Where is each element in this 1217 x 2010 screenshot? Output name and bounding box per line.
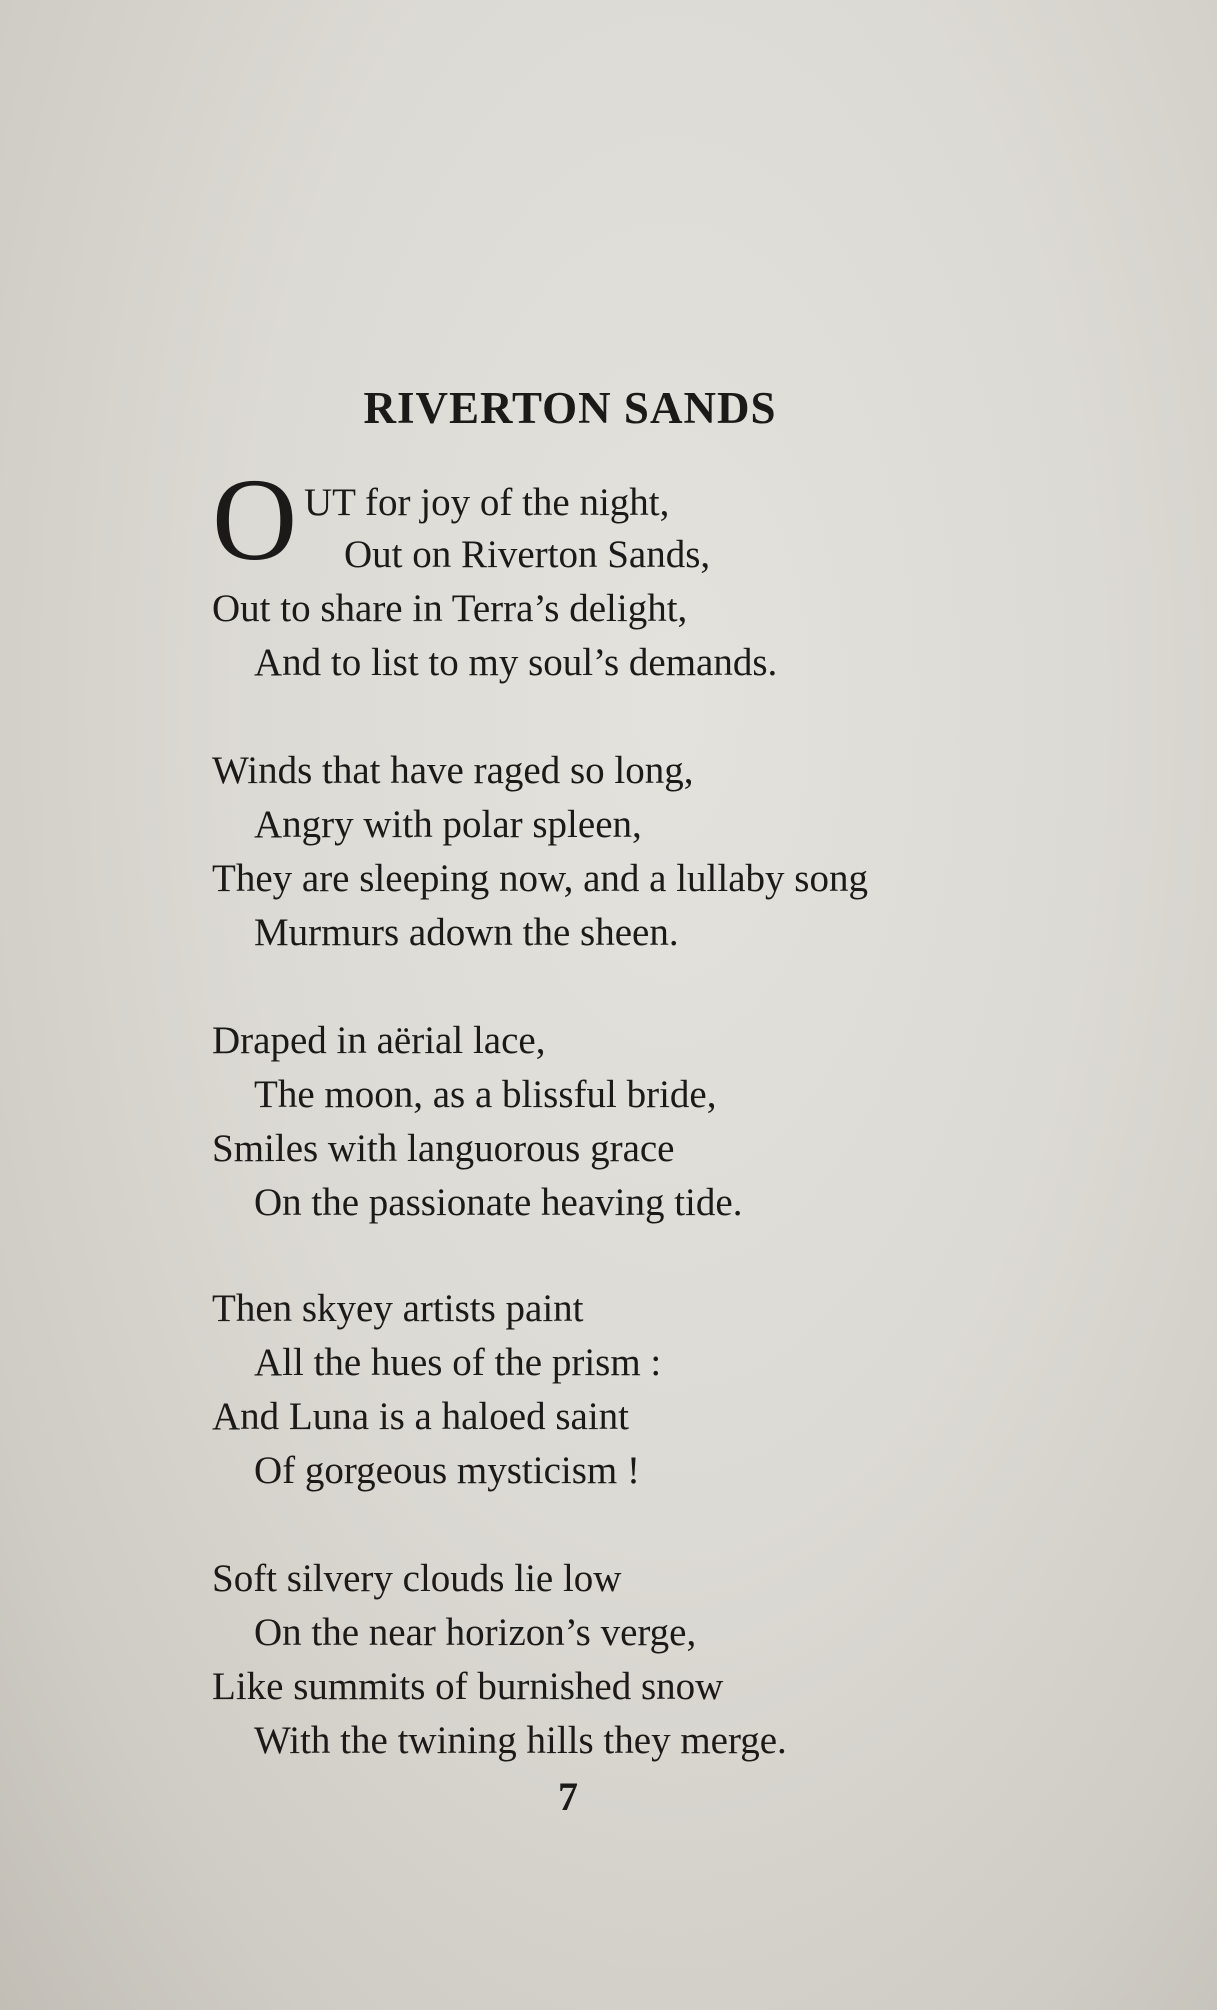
poem-line: On the near horizon’s verge,	[254, 1611, 697, 1654]
poem-line: Angry with polar spleen,	[254, 803, 642, 846]
poem-line: Draped in aërial lace,	[212, 1019, 546, 1062]
poem-line: Soft silvery clouds lie low	[212, 1557, 622, 1600]
poem-line: Of gorgeous mysticism !	[254, 1449, 641, 1492]
poem-line: With the twining hills they merge.	[254, 1719, 787, 1762]
poem-line: And Luna is a haloed saint	[212, 1395, 629, 1438]
page-number: 7	[558, 1774, 578, 1819]
poem-line: Then skyey artists paint	[212, 1287, 584, 1330]
poem-line: The moon, as a blissful bride,	[254, 1073, 717, 1116]
poem-line: They are sleeping now, and a lullaby song	[212, 857, 868, 900]
poem-line: All the hues of the prism :	[254, 1341, 662, 1384]
poem-line: Out on Riverton Sands,	[344, 533, 711, 576]
poem-line: Murmurs adown the sheen.	[254, 911, 679, 954]
poem-line: Smiles with languorous grace	[212, 1127, 675, 1170]
poem-title: RIVERTON SANDS	[363, 383, 777, 433]
poem-line: On the passionate heaving tide.	[254, 1181, 743, 1224]
poem-line: Winds that have raged so long,	[212, 749, 694, 792]
drop-cap: O	[212, 454, 298, 585]
poem-line: And to list to my soul’s demands.	[254, 641, 778, 684]
poem-line: Out to share in Terra’s delight,	[212, 587, 688, 630]
poem-line: UT for joy of the night,	[304, 481, 670, 524]
poem-line: Like summits of burnished snow	[212, 1665, 724, 1708]
